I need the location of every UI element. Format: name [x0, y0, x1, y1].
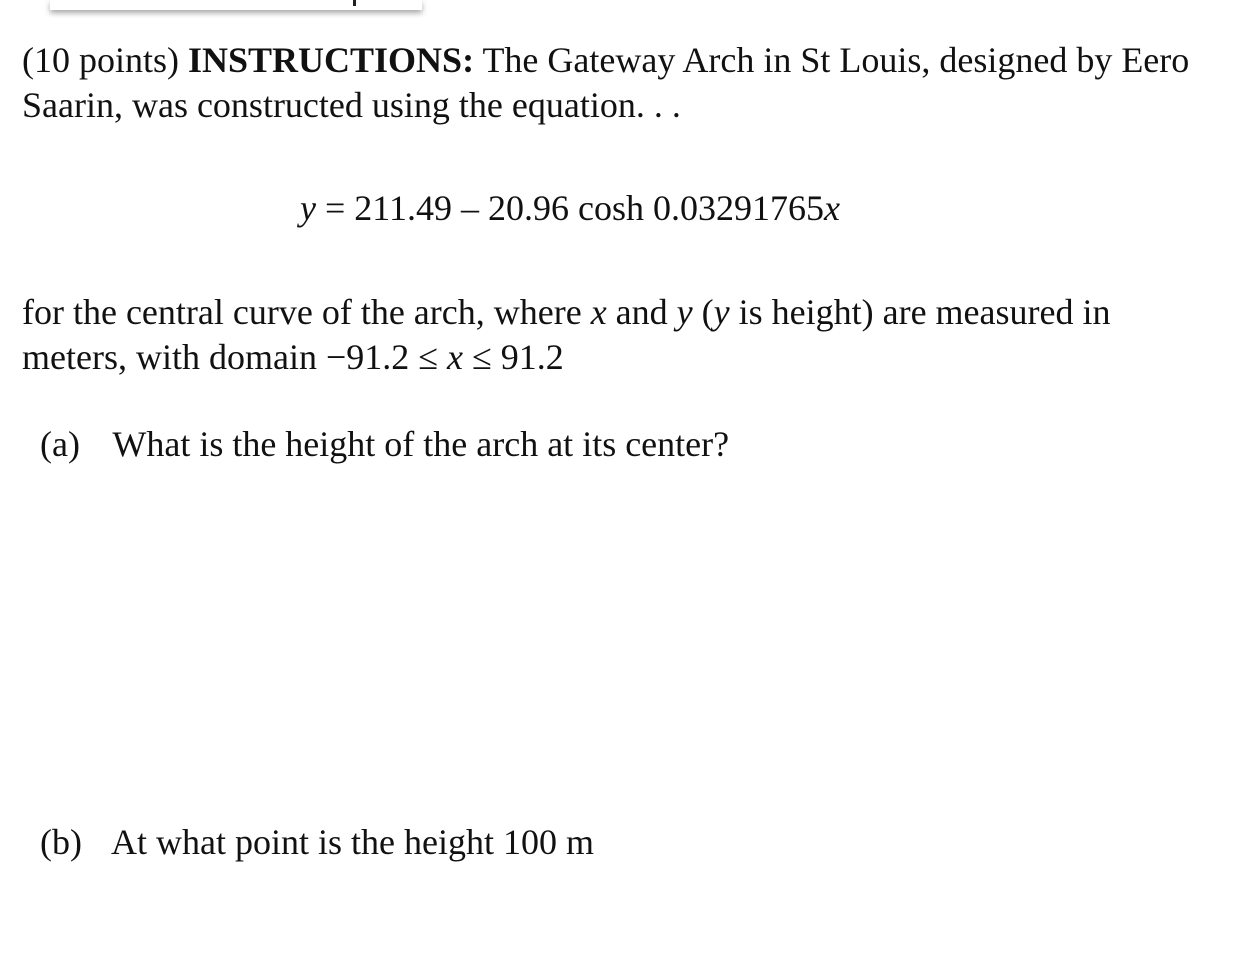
equation-constant: 211.49 [354, 188, 452, 228]
equation-minus: – [460, 188, 479, 228]
description-text-3: ( [692, 292, 714, 332]
equation-argument: 0.03291765 [652, 188, 824, 228]
instructions-heading: INSTRUCTIONS: [188, 40, 475, 80]
points-label: (10 points) [22, 40, 179, 80]
description-text-2: and [606, 292, 677, 332]
description-var-x: x [590, 292, 607, 332]
question-b [40, 820, 594, 865]
domain-upper: 91.2 [500, 337, 564, 377]
top-strip [50, 0, 422, 10]
instructions-intro: The Gateway Arch in St Louis, designed by Eero Saarin, was constructed using the equation. . . [22, 40, 1190, 125]
domain-leq-1: ≤ [409, 337, 448, 377]
arch-equation [0, 186, 1254, 231]
description-text-4: is height) are measured in meters, with domain [22, 292, 1111, 377]
description-text-1: for the central curve of the arch, where [22, 292, 591, 332]
question-b-text: At what point is the height 100 m [111, 822, 594, 862]
equation-equals: = [324, 188, 346, 228]
question-a [40, 422, 729, 467]
equation-coefficient: 20.96 [487, 188, 569, 228]
domain-var: x [447, 337, 464, 377]
domain-lower: −91.2 [325, 337, 410, 377]
question-a-text: What is the height of the arch at its center? [112, 424, 730, 464]
question-a-label: (a) [40, 424, 80, 464]
description-var-y: y [676, 292, 693, 332]
equation-lhs: y [300, 188, 316, 228]
instructions-paragraph [22, 38, 1222, 128]
question-b-label: (b) [40, 822, 82, 862]
top-strip-tick [353, 0, 356, 6]
description-paragraph [22, 290, 1222, 380]
equation-variable: x [823, 188, 840, 228]
domain-leq-2: ≤ [463, 337, 501, 377]
description-var-y-2: y [713, 292, 730, 332]
equation-function: cosh [577, 188, 644, 228]
